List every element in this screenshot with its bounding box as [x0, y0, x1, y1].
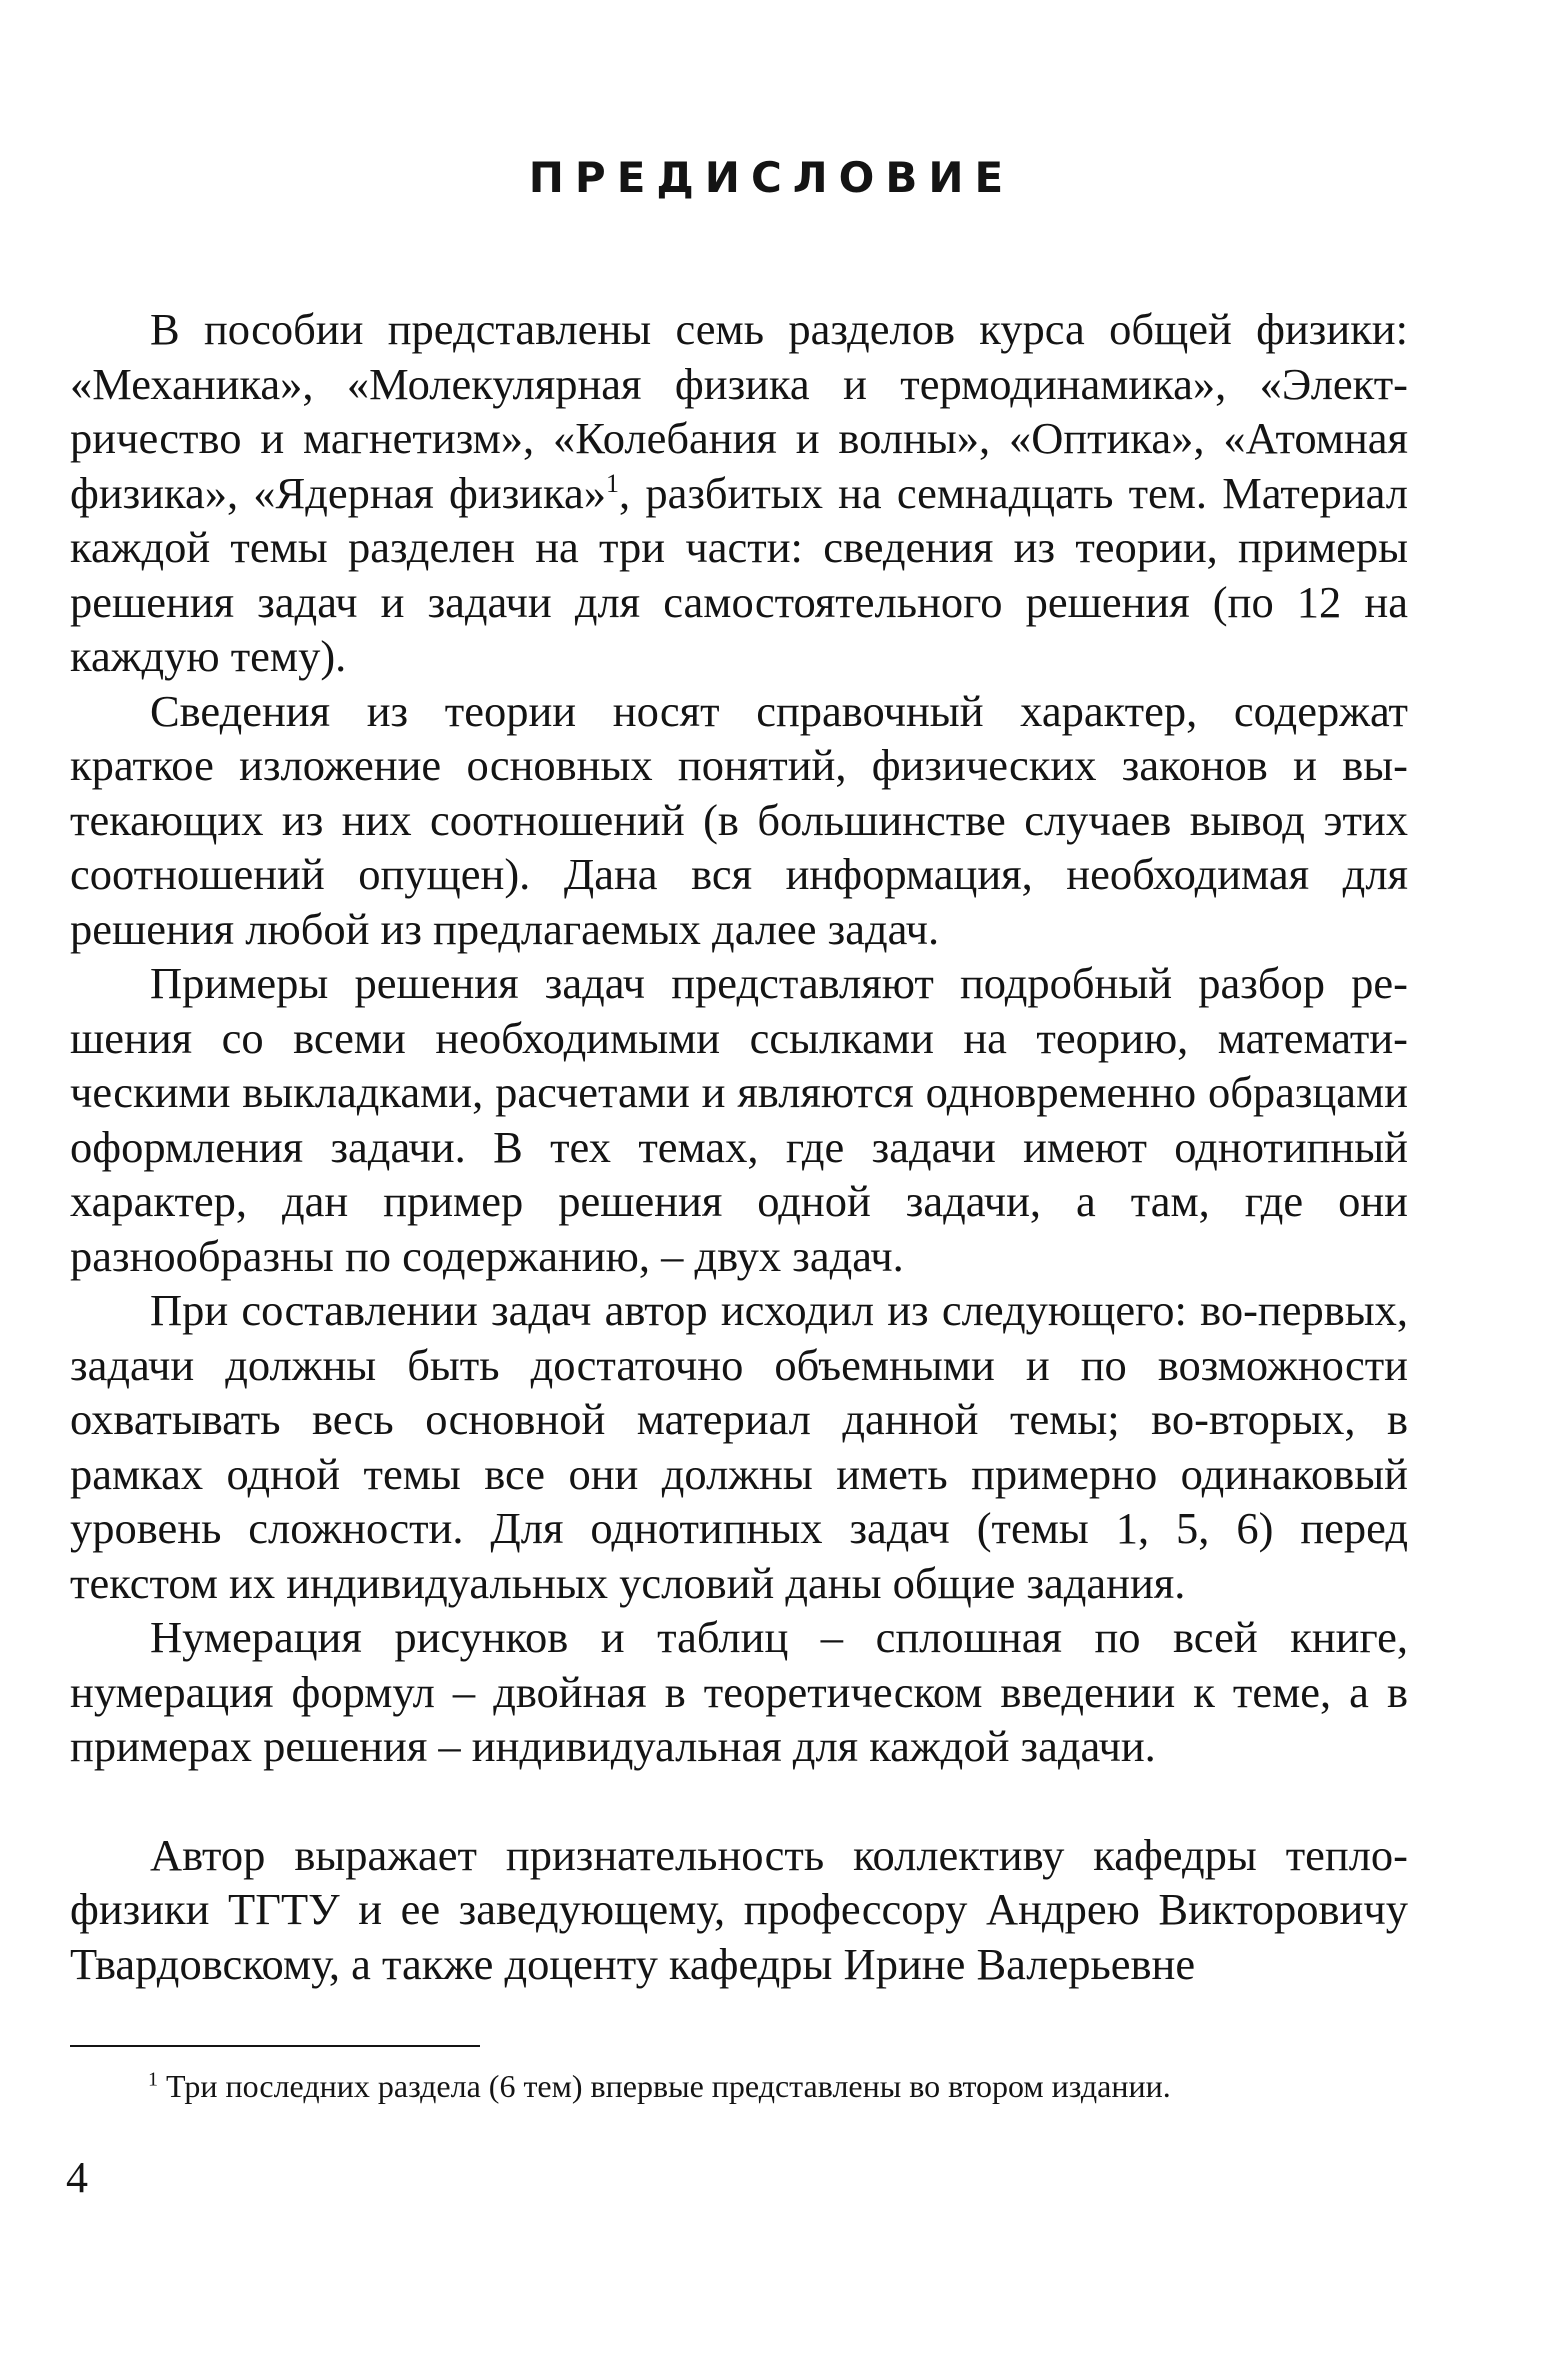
page-number: 4: [66, 2153, 88, 2202]
footnote-reference: 1: [606, 468, 620, 498]
footnote-mark: 1: [148, 2068, 158, 2091]
page-heading: ПРЕДИСЛОВИЕ: [528, 153, 1015, 202]
paragraph-sections-overview: [70, 302, 1408, 684]
footnote: [148, 2065, 1410, 2107]
paragraph-text: В пособии представлены семь разделов курса общей физики: «Механика», «Молекулярная физика и термодинамика», «Электричество и магнетизм», «Колебания и волны», «Оптика», «Атомная физика», «Ядерная физика»: [70, 304, 1408, 518]
paragraph-text: , разбитых на семнадцать тем. Материал каждой темы разделен на три части: сведения из теории, примеры решения задач и задачи для самостоятельного решения (по 12 на каждую тему).: [70, 467, 1408, 681]
body-text: [70, 302, 1408, 1991]
paragraph-examples: Примеры решения задач представляют подробный разбор решения со всеми необходимыми ссылками на теорию, математическими выкладками, расчетами и являются одновременно образцами оформления задачи. В тех темах, где задачи имеют однотипный характер, дан пример решения одной задачи, а там, где они разнообразны по содержанию, – двух задач.: [70, 958, 1408, 1281]
footnote-divider: [70, 2045, 480, 2047]
footnote-text: Три последних раздела (6 тем) впервые представлены во втором издании.: [158, 2068, 1171, 2104]
paragraph-numbering: Нумерация рисунков и таблиц – сплошная по всей книге, нумерация формул – двойная в теоретическом введении к теме, а в примерах решения – индивидуальная для каждой задачи.: [70, 1612, 1408, 1771]
paragraph-acknowledgement: Автор выражает признательность коллективу кафедры теплофизики ТГТУ и ее заведующему, профессору Андрею Викторовичу Твардовскому, а также доценту кафедры Ирине Валерьевне: [70, 1829, 1408, 1989]
paragraph-problems: При составлении задач автор исходил из следующего: во-первых, задачи должны быть достаточно объемными и по возможности охватывать весь основной материал данной темы; во-вторых, в рамках одной темы все они должны иметь примерно одинаковый уровень сложности. Для однотипных задач (темы 1, 5, 6) перед текстом их индивидуальных условий даны общие задания.: [70, 1285, 1408, 1608]
paragraph-theory: Сведения из теории носят справочный характер, содержат краткое изложение основных понятий, физических законов и вытекающих из них соотношений (в большинстве случаев вывод этих соотношений опущен). Дана вся информация, необходимая для решения любой из предлагаемых далее задач.: [70, 685, 1408, 954]
